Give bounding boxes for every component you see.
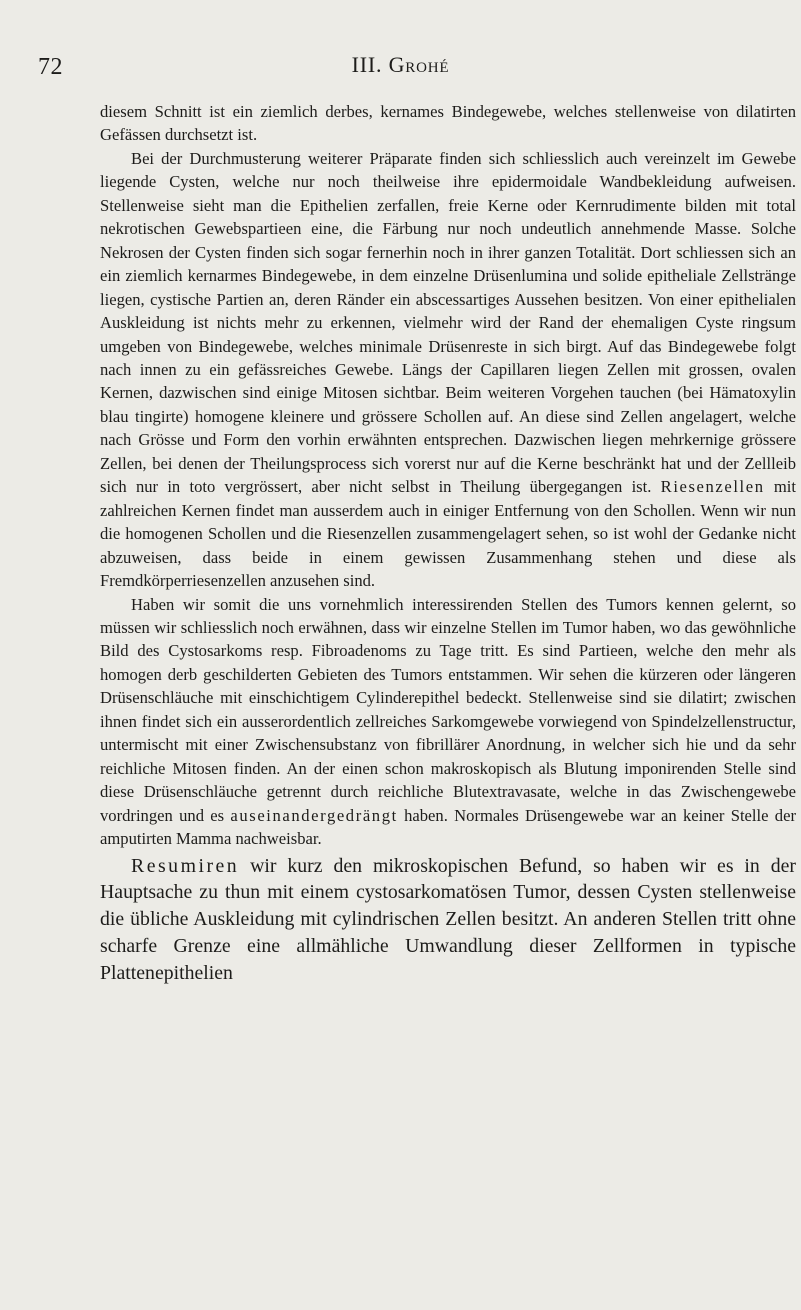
paragraph-1 bbox=[100, 100, 796, 147]
paragraph-2-continuation: mit zahlreichen Kernen findet man ausserdem auch in einiger Entfernung von den Schollen. Wenn wir nun die homogenen Schollen und die Riesenzellen zusammengelagert sehen, so ist wohl der Gedanke nicht abzuweisen, dass beide in einem gewissen Zusammenhang stehen und diese als Fremdkörperriesenzellen anzusehen sind. bbox=[100, 477, 797, 591]
paragraph-4-text: wir kurz den mikroskopischen Befund, so haben wir es in der Hauptsache zu thun mit einem cystosarkomatösen Tumor, dessen Cysten stellenweise die übliche Auskleidung mit cylindrischen Zellen besitzt. An anderen Stellen tritt ohne scharfe Grenze eine allmähliche Umwandlung dieser Zellformen in typische Plattenepithelien bbox=[100, 854, 796, 985]
emphasis-resumiren: Resumiren bbox=[131, 854, 240, 877]
running-head: III. Grohé bbox=[351, 52, 450, 77]
paragraph-2-text: Bei der Durchmusterung weiterer Präparate finden sich schliesslich auch vereinzelt im Gewebe liegende Cysten, welche nur noch theilweise ihre epidermoidale Wandbekleidung aufweisen. Stellenweise sieht man die Epithelien zerfallen, freie Kerne oder Kernrudimente bilden mit total nekrotischen Gewebspartieen eine, die Färbung nur noch undeutlich annehmende Masse. Solche Nekrosen der Cysten finden sich sogar fernerhin noch in ihrer ganzen Totalität. Dort schliessen sich an ein ziemlich kernarmes Bindegewebe, in dem einzelne Drüsenlumina und solide epitheliale Zellstränge liegen, cystische Partien an, deren Ränder ein abscessartiges Aussehen besitzen. Von einer epithelialen Auskleidung ist nichts mehr zu erkennen, vielmehr wird der Rand der ehemaligen Cyste ringsum umgeben von Bindegewebe, welches minimale Drüsenreste in sich birgt. Auf das Bindegewebe folgt nach innen zu ein gefässreiches Gewebe. Längs der Capillaren liegen Zellen mit grossen, ovalen Kernen, dazwischen sind einige Mitosen sichtbar. Beim weiteren Vorgehen tauchen (bei Hämatoxylin blau tingirte) homogene kleinere und grössere Schollen auf. An diese sind Zellen angelagert, welche nach Grösse und Form den vorhin erwähnten entsprechen. Dazwischen liegen mehrkernige grössere Zellen, bei denen der Theilungsprocess sich vorerst nur auf die Kerne beschränkt hat und der Zellleib sich nur in toto vergrössert, aber nicht selbst in Theilung übergegangen ist. bbox=[100, 148, 796, 497]
paragraph-3 bbox=[100, 593, 796, 851]
emphasis-riesenzellen: Riesenzellen bbox=[660, 477, 765, 497]
paragraph-3-continuation: haben. Normales Drüsengewebe war an keiner Stelle der amputirten Mamma nachweisbar. bbox=[100, 805, 796, 849]
paragraph-1-text: diesem Schnitt ist ein ziemlich derbes, kernames Bindegewebe, welches stellenweise von dilatirten Gefässen durchsetzt ist. bbox=[100, 102, 796, 145]
body-text bbox=[100, 100, 796, 987]
paragraph-2 bbox=[100, 147, 796, 593]
paragraph-3-text: Haben wir somit die uns vornehmlich interessirenden Stellen des Tumors kennen gelernt, so müssen wir schliesslich noch erwähnen, dass wir einzelne Stellen im Tumor haben, wo das gewöhnliche Bild des Cystosarkoms resp. Fibroadenoms zu Tage tritt. Es sind Partieen, welche den mehr als homogen derb geschilderten Gebieten des Tumors entstammen. Wir sehen die kürzeren oder längeren Drüsenschläuche mit einschichtigem Cylinderepithel bedeckt. Stellenweise sind sie dilatirt; zwischen ihnen findet sich ein ausserordentlich zellreiches Sarkomgewebe vorwiegend von Spindelzellenstructur, untermischt mit einer Zwischensubstanz von fibrillärer Anordnung, in welcher sich hie und da sehr reichliche Mitosen finden. An der einen schon makroskopisch als Blutung imponirenden Stelle sind diese Drüsenschläuche getrennt durch reichliche Blutextravasate, welche in das Zwischengewebe vordringen und es bbox=[100, 594, 796, 825]
paragraph-4 bbox=[100, 853, 796, 988]
page-number: 72 bbox=[38, 54, 63, 80]
emphasis-auseinandergedraengt: auseinandergedrängt bbox=[230, 805, 398, 825]
